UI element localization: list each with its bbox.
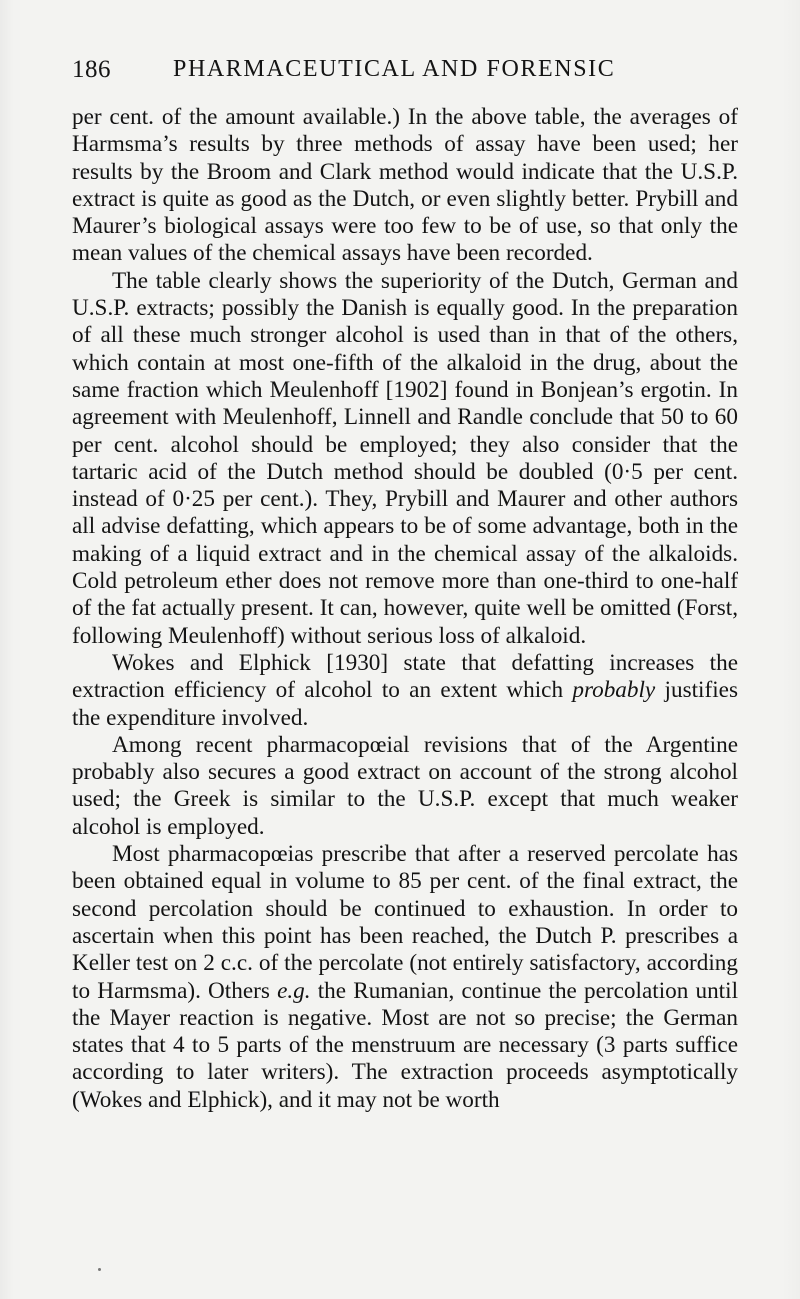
paragraph-5-emphasis: e.g. [277,977,311,1004]
running-head [72,56,732,90]
page-number: 186 [72,56,111,83]
body-text [72,104,738,1114]
paragraph-3-emphasis: probably [572,677,656,704]
running-title: PHARMACEUTICAL AND FORENSIC [173,56,616,82]
paragraph-1: per cent. of the amount available.) In the above table, the averages of Harmsma’s results by three methods of assay have been used; her results by the Broom and Clark method would indicate that the U.S.P. extract is quite as good as the Dutch, or even slightly better. Prybill and Maurer’s biological assays were too few to be of use, so that only the mean values of the chemical assays have been recorded. [72,104,738,267]
paragraph-5-tail: the Rumanian, continue the percolation until the Mayer reaction is negative. Most are not so precise; the German states that 4 to 5 parts of the menstruum are necessary (3 parts suffice according to later writers). The extraction proceeds asymptotically (Wokes and Elphick), and it may not be worth [72,977,739,1113]
paragraph-3-text: Wokes and Elphick [1930] state that defatting increases the extraction efficiency of alcohol to an extent which [72,649,738,704]
paragraph-4: Among recent pharmacopœial revisions that of the Argentine probably also secures a good extract on account of the strong alcohol used; the Greek is similar to the U.S.P. except that much weaker alcohol is employed. [72,731,738,840]
paragraph-5-text: Most pharmacopœias prescribe that after a reserved percolate has been obtained equal in volume to 85 per cent. of the final extract, the second percolation should be continued to exhaustion. In order to ascertain when this point has been reached, the Dutch P. prescribes a Keller test on 2 c.c. of the percolate (not entirely satisfactory, according to Harmsma). Others [72,841,738,1004]
paragraph-2: The table clearly shows the superiority of the Dutch, German and U.S.P. extracts; possibly the Danish is equally good. In the preparation of all these much stronger alcohol is used than in that of the others, which contain at most one-fifth of the alkaloid in the drug, about the same fraction which Meulenhoff [1902] found in Bonjean’s ergotin. In agreement with Meulenhoff, Linnell and Randle conclude that 50 to 60 per cent. alcohol should be employed; they also consider that the tartaric acid of the Dutch method should be doubled (0·5 per cent. instead of 0·25 per cent.). They, Prybill and Maurer and other authors all advise defatting, which appears to be of some advantage, both in the making of a liquid extract and in the chemical assay of the alkaloids. Cold petroleum ether does not remove more than one-third to one-half of the fat actually present. It can, however, quite well be omitted (Forst, following Meulenhoff) without serious loss of alkaloid. [72,267,738,649]
paper-speck [98,1268,101,1271]
paragraph-5 [72,841,738,1114]
paragraph-3 [72,650,738,732]
paragraph-3-tail: justifies the expenditure involved. [72,677,738,731]
